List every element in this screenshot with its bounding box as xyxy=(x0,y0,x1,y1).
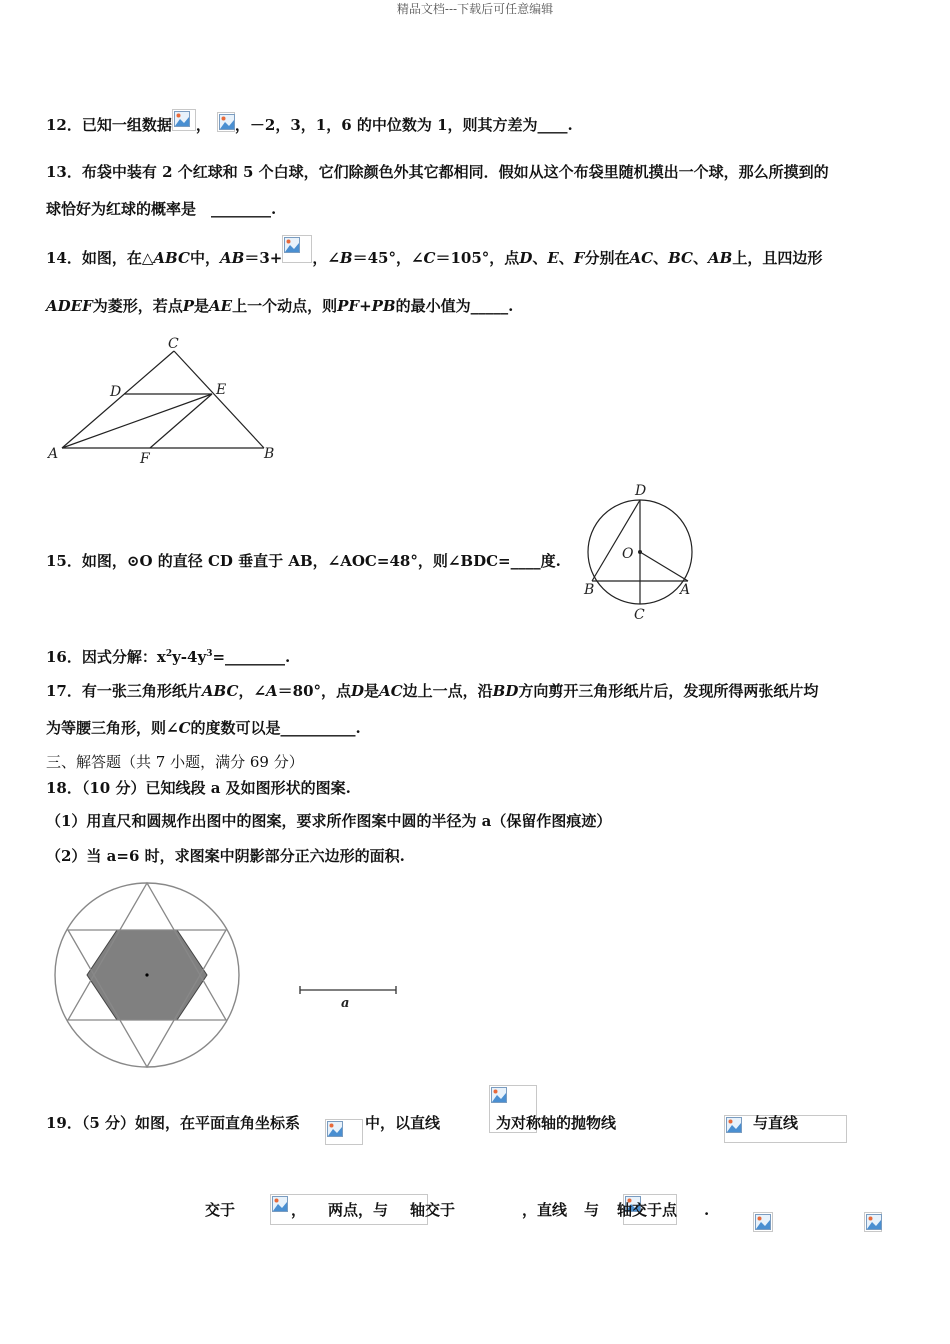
q19-text-4 xyxy=(753,1113,798,1133)
q19-text: 轴交于 xyxy=(410,1201,456,1219)
fig15-line-db xyxy=(592,500,640,581)
q19-text: 中，以直线 xyxy=(365,1114,441,1132)
q14-var: B xyxy=(339,249,353,267)
q15-text: 如图，⊙O 的直径 CD 垂直于 AB，∠AOC=48°，则∠BDC=____度. xyxy=(81,552,561,570)
q14-text: 是 xyxy=(194,297,210,315)
q19-number: 19． xyxy=(46,1114,82,1132)
fig15-label-o: O xyxy=(622,546,634,562)
fig14-label-f: F xyxy=(140,451,150,467)
q12-text-a: 已知一组数据 xyxy=(81,116,172,134)
q19-text-12 xyxy=(704,1200,709,1220)
q14-var: PF+PB xyxy=(337,297,396,315)
figure-14-triangle xyxy=(40,330,290,470)
q17-text: 的度数可以是__________. xyxy=(190,719,361,737)
q19-text-6 xyxy=(291,1200,306,1220)
fig14-label-c: C xyxy=(168,336,179,352)
q19-text-3 xyxy=(496,1113,616,1133)
question-17-line2 xyxy=(46,718,361,738)
q14-text: 、 xyxy=(653,249,669,267)
q14-text: ，∠ xyxy=(312,249,340,267)
q14-var: D xyxy=(519,249,533,267)
q13-line1: 布袋中装有 2 个红球和 5 个白球，它们除颜色外其它都相同．假如从这个布袋里随机摸出一个球，那么所摸到的 xyxy=(81,163,829,181)
q14-var: C xyxy=(423,249,436,267)
q14-text: 、 xyxy=(558,249,574,267)
q17-var: C xyxy=(178,719,191,737)
q19-text-5 xyxy=(205,1200,235,1220)
q16-text: y-4y xyxy=(172,648,207,666)
q14-var: ADEF xyxy=(46,297,93,315)
q12-text-b: ， xyxy=(195,116,211,134)
question-14 xyxy=(46,245,822,273)
q17-var: D xyxy=(351,682,365,700)
q16-text: 因式分解：x xyxy=(81,648,166,666)
fig14-label-b: B xyxy=(264,446,275,462)
q17-var: BD xyxy=(492,682,519,700)
q19-text: ，直线 xyxy=(522,1201,568,1219)
q19-text-10 xyxy=(584,1200,599,1220)
fig14-line-ae xyxy=(62,394,212,448)
broken-image-icon xyxy=(753,1212,773,1232)
section-3-heading: 三、解答题（共 7 小题，满分 69 分） xyxy=(46,753,304,771)
q17-text: 有一张三角形纸片 xyxy=(81,682,202,700)
q14-text: 上一个动点，则 xyxy=(232,297,338,315)
q14-var: AB xyxy=(707,249,733,267)
figure-18-star-pattern xyxy=(48,880,248,1072)
q17-text: 是 xyxy=(364,682,380,700)
broken-image-icon xyxy=(217,112,235,132)
q13-line2: 球恰好为红球的概率是 ________. xyxy=(46,200,277,218)
q17-text: 边上一点，沿 xyxy=(402,682,493,700)
fig15-label-b: B xyxy=(584,582,595,598)
q19-text: 为对称轴的抛物线 xyxy=(496,1114,617,1132)
q19-text-11 xyxy=(617,1200,677,1220)
q14-text: 如图，在△ xyxy=(81,249,154,267)
fig18-center-dot xyxy=(145,973,148,976)
question-16 xyxy=(46,647,290,667)
q14-number: 14． xyxy=(46,249,82,267)
question-18 xyxy=(46,778,351,798)
q19-text: 两点，与 xyxy=(328,1201,389,1219)
segment-a-figure xyxy=(296,980,402,1012)
q14-var: ABC xyxy=(153,249,190,267)
q14-var: BC xyxy=(668,249,693,267)
question-13-line2 xyxy=(46,199,276,219)
q14-text: 、 xyxy=(532,249,548,267)
fig15-line-oa xyxy=(640,552,688,581)
q17-text: 为等腰三角形，则∠ xyxy=(46,719,179,737)
question-19 xyxy=(46,1113,300,1133)
q19-text-2 xyxy=(365,1113,440,1133)
q18-title: （10 分）已知线段 a 及如图形状的图案. xyxy=(81,779,351,797)
question-14-line2 xyxy=(46,296,513,316)
q14-var: AB xyxy=(219,249,245,267)
fig15-label-c: C xyxy=(634,607,645,623)
q12-text-c: ，－2，3，1，6 的中位数为 1，则其方差为____. xyxy=(234,116,573,134)
fig14-label-a: A xyxy=(48,446,59,462)
q14-var: E xyxy=(547,249,559,267)
q14-var: AC xyxy=(629,249,654,267)
page-header xyxy=(0,0,950,17)
q18-part1: （1）用直尺和圆规作出图中的图案，要求所作图案中圆的半径为 a（保留作图痕迹） xyxy=(46,812,612,830)
q14-text: 的最小值为_____. xyxy=(395,297,514,315)
q15-number: 15． xyxy=(46,552,82,570)
q14-text: 、 xyxy=(692,249,708,267)
q19-text: ， xyxy=(291,1201,307,1219)
q17-text: 方向剪开三角形纸片后，发现所得两张纸片均 xyxy=(518,682,819,700)
q19-text: 轴交于点 xyxy=(617,1201,678,1219)
q14-text: 上，且四边形 xyxy=(732,249,823,267)
fig14-label-e: E xyxy=(216,382,227,398)
q17-number: 17． xyxy=(46,682,82,700)
q16-exponent: 2 xyxy=(165,649,173,659)
q12-number: 12． xyxy=(46,116,82,134)
segment-a-label: a xyxy=(341,996,350,1011)
fig14-line-ef xyxy=(150,394,212,448)
q17-text: ，∠ xyxy=(238,682,267,700)
question-17 xyxy=(46,681,818,701)
fig14-label-d: D xyxy=(110,384,122,400)
q14-var: AE xyxy=(209,297,233,315)
broken-image-icon xyxy=(172,109,196,131)
q19-text-7 xyxy=(328,1200,388,1220)
question-12 xyxy=(46,115,573,137)
q17-var: AC xyxy=(379,682,403,700)
q19-text: （5 分）如图，在平面直角坐标系 xyxy=(81,1114,301,1132)
q14-text: 中， xyxy=(189,249,220,267)
figure-15-circle xyxy=(578,478,702,624)
q19-text: . xyxy=(704,1201,710,1219)
q14-text: ＝105°，点 xyxy=(435,249,520,267)
section-title xyxy=(46,752,304,772)
q19-text-8 xyxy=(410,1200,455,1220)
q13-number: 13． xyxy=(46,163,82,181)
q19-text: 交于 xyxy=(205,1201,236,1219)
q14-var: P xyxy=(182,297,195,315)
question-18-part2 xyxy=(46,846,405,866)
q14-text: ＝45°，∠ xyxy=(352,249,424,267)
q14-var: F xyxy=(573,249,585,267)
q16-text: =________. xyxy=(212,648,291,666)
broken-image-icon xyxy=(325,1119,363,1145)
header-text: 精品文档---下载后可任意编辑 xyxy=(396,2,554,16)
q18-part2: （2）当 a=6 时，求图案中阴影部分正六边形的面积. xyxy=(46,847,405,865)
question-18-part1 xyxy=(46,811,611,831)
q14-text: 为菱形，若点 xyxy=(92,297,183,315)
q16-exponent: 3 xyxy=(206,649,213,659)
fig15-label-d: D xyxy=(635,483,647,499)
fig15-label-a: A xyxy=(680,582,691,598)
q17-var: A xyxy=(266,682,278,700)
question-13 xyxy=(46,162,829,182)
q19-text: 与 xyxy=(584,1201,600,1219)
q16-number: 16． xyxy=(46,648,82,666)
q19-text-9 xyxy=(522,1200,567,1220)
q17-text: ＝80°，点 xyxy=(277,682,352,700)
q18-number: 18． xyxy=(46,779,82,797)
q14-text: 分别在 xyxy=(584,249,630,267)
q19-text: 与直线 xyxy=(753,1114,799,1132)
q14-text: ＝3+ xyxy=(244,249,283,267)
broken-image-icon xyxy=(282,235,312,263)
question-15 xyxy=(46,551,561,571)
q17-var: ABC xyxy=(201,682,239,700)
fig15-center-dot xyxy=(638,550,642,554)
broken-image-icon xyxy=(864,1212,882,1232)
fig14-line-cb xyxy=(174,351,264,448)
